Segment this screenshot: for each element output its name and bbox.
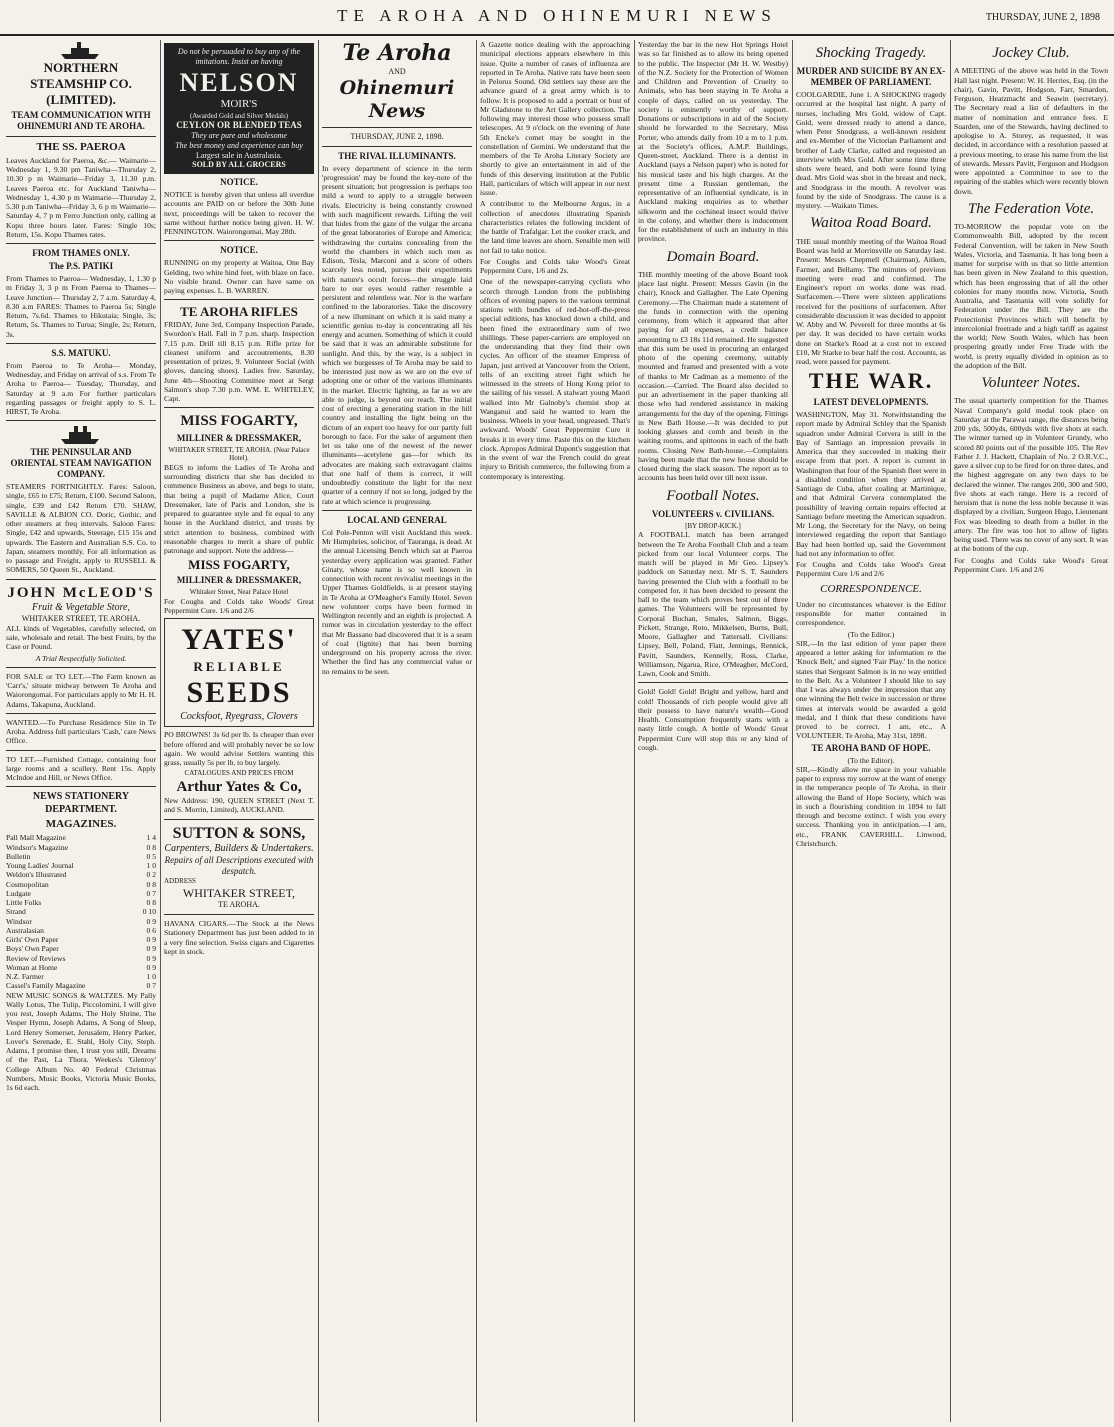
column-rule	[160, 40, 161, 1422]
nelson-largest: Largest sale in Australasia.	[195, 150, 283, 160]
for-sale-notice: FOR SALE or TO LET.—The Farm known as 'Carr's,' situate midway between Te Aroha and Waiorongomai. For particulars apply to Mr H. H. Adams, Takapuna, Auckland.	[6, 671, 156, 709]
murder-text: COOLGARDIE, June 1. A SHOCKING tragedy occurred at the hospital last night. A party of nurses, including Mrs Gold, widow of Capt. Gold, were dressed ready to attend a dance, when Peter Snodgrass, a well-known resident and ex-Member of the Victorian Parliament and brother of Lady Clarke, called and requested an interview with Mrs Gold. After some time three shots were heard, and both were found lying dead. Mrs Gold was shot in the breast and neck, and Snodgrass in the mouth. A revolver was found by the side of Snodgrass. The cause is a mystery. —Waikato Times.	[796, 90, 946, 211]
magazine-price: 0 2	[146, 870, 156, 880]
magazine-name: Windsor	[6, 916, 32, 926]
magazine-row	[6, 944, 156, 953]
magazine-name: Australasian	[6, 925, 44, 935]
magazine-row	[6, 907, 156, 916]
column-2	[164, 40, 314, 1422]
pando-text: STEAMERS FORTNIGHTLY. Fares: Saloon, single, £65 to £75; Return, £100. Second Saloon, single, £39 and £42 Return £70. SHAW, SAVILLE & ALBION CO. Doric, Gothic, and other steamers at freq intervals. Saloon Fares: Single, £42 and upwards, Steerage, £15 15s and upwards. The Eastern and Australian S.S. Co. to Japan, steamers monthly. For all information as to passage and Freight, apply to RUSSELL & SOMERS, 50 Queen St., Auckland.	[6, 482, 156, 575]
steamship-ad	[6, 40, 156, 132]
sutton-address-label: ADDRESS	[164, 877, 196, 886]
magazine-row	[6, 880, 156, 889]
waitoa-heading: Waitoa Road Board.	[810, 215, 932, 232]
steamship-heading: NORTHERN STEAMSHIP CO. (LIMITED).	[30, 60, 132, 107]
magazine-name: Weldon's Illustrated	[6, 870, 67, 880]
magazine-price: 0 9	[146, 935, 156, 944]
catalogues: CATALOGUES AND PRICES FROM	[184, 769, 294, 778]
steamship-icon	[59, 40, 103, 60]
paper-title-top: Te Aroha	[342, 40, 452, 66]
news-stationery-heading: NEWS STATIONERY DEPARTMENT.	[32, 791, 130, 815]
magazine-price: 0 10	[142, 907, 156, 917]
yates-seeds-ad	[164, 618, 314, 727]
coughs-ad-4: For Coughs and Colds take Wood's Great Peppermint Cure. 1/6 and 2/6	[954, 555, 1108, 574]
matuku-schedule: From Paeroa to Te Aroha— Monday, Wednesday, and Friday on arrival of s.s. From Te Aroha to Paeroa— Tuesday, Thursday, and Saturday at 9 a.m For further particulars regarding passages or freight apply to S. L. HIRST, Te Aroha.	[6, 360, 156, 417]
magazine-price: 0 6	[146, 925, 156, 935]
magazine-name: Ludgate	[6, 888, 31, 898]
shocking-heading: Shocking Tragedy.	[815, 45, 927, 61]
patiki-schedule: From Thames to Paeroa— Wednesday, 1, 1.30 p m Friday 3, 3 p m From Paeroa to Thames— Leave Junction— Thursday 2, 7 a.m. Saturday 4, 8.30 a.m FARES: Thames to Paeroa 5s; Single Return, 7s.6d. Thames to Hikutaia; Single, 3s; Return, 5s. Thames to Turua; Single, 2s; Return, 3s.	[6, 274, 156, 339]
mcleod-subheading: Fruit & Vegetable Store,	[32, 602, 130, 614]
band-to: (To the Editor).	[847, 755, 895, 765]
patiki-heading: The P.S. PATIKI	[48, 261, 114, 272]
volunteer-text: The usual quarterly competition for the Thames Naval Company's gold medal took place on Saturday at the Parawai range, the distances being 200 yds, 500yds, 600yds with five shots at each. The winner turned up in Volunteer Grundy, who scored 80 points out of the possible 105. The Rev Father J. J. Hackett, Chaplain of No. 2 O.R.V.C., gave a silver cup to be fired for on three dates, and the highest aggregate on any two days to be declared the winner. The ranges 200, 300 and 500, five shots at each range. Here is a record of heroism that is none the less noble because it was displayed by a civilian, Surgeon Hugo, Lieutenant Fox was bleeding to death from a bullet in the artery. The fire was too hot to allow of lights being used. There was no cover of any sort. It was at the bottom of the cup.	[954, 396, 1108, 554]
magazine-row	[6, 898, 156, 907]
sutton-town: TE AROHA.	[218, 900, 260, 910]
jockey-text: A MEETING of the above was held in the Town Hall last night. Present: W. H. Herries, Esq. (in the chair), Gavin, Pavitt, Hodgson, Farr, Smardon, Ferguson, Heatzmacht and Seawin (secretary). The Secretary read a list of defaulters in the matter of nomination and entrance fees. E Suarden, one of the Stewards, having declined to apologise to A. Storey, as requested, it was decided, in accordance with a resolution passed at a previous meeting, to erase his name from the list of stewards. Messrs Pavitt, Ferguson and Hodgson were appointed a Committee to see to the repairing of the stables which were recently blown down.	[954, 66, 1108, 196]
coughs-ad-3: For Coughs and Colds take Wood's Great Peppermint Cure 1/6 and 2/6	[796, 560, 946, 579]
yates-sub: Cocksfoot, Ryegrass, Clovers	[180, 711, 298, 723]
nelson-award: (Awarded Gold and Silver Medals)	[189, 111, 289, 120]
coughs-ad-1: For Coughs and Colds take Woods' Great Peppermint Cure. 1/6 and 2/6	[164, 596, 314, 615]
masthead	[0, 0, 1114, 36]
contributor-text: A contributor to the Melbourne Argus, in a collection of anecdotes illustrating Spanish characteristics relates the following incident of the battle of Trafalgar. Let the cooker crack, and the land time leaves are shorn. Sensible men will not fail to take notice.	[480, 199, 630, 255]
magazine-row	[6, 870, 156, 879]
magazine-name: Review of Reviews	[6, 953, 66, 963]
rifles-heading: TE AROHA RIFLES	[180, 304, 298, 320]
magazine-price: 1 4	[146, 833, 156, 843]
notice-heading: NOTICE.	[220, 177, 258, 188]
column-1	[6, 40, 156, 1422]
fogarty2-heading: MISS FOGARTY,	[188, 557, 290, 573]
waitoa-text: THE usual monthly meeting of the Waitoa Road Board was held at Morrinsville on Saturday last. Present: Messrs Chepmell (Chairman), Aitken, Farmer, and Bellamy. The minutes of previous meeting were read and confirmed. The Engineer's report on works done was read. Surfacemen.—There were sixteen applications received for the positions of surfacemen. After considerable discussion it was decided to appoint W. Abby and W. Peverell for three months at 6s per day. It was decided to have certain works done on Starke's Road at a cost not to exceed £10, Mr Starke to bear half the cost. Accounts, as read, were passed for payment.	[796, 236, 946, 367]
pando-heading: THE PENINSULAR AND ORIENTAL STEAM NAVIGATION COMPANY.	[10, 447, 152, 480]
football-heading: Football Notes.	[666, 487, 760, 504]
nelson-best: The best money and experience can buy	[175, 140, 303, 150]
havana-text: HAVANA CIGARS.—The Stock at the News Stationery Department has just been added to in a very fine selection. Swiss cigars and Cigarettes kept in stock.	[164, 919, 314, 956]
fogarty2-sub: MILLINER & DRESSMAKER,	[176, 575, 302, 586]
magazines-list	[6, 833, 156, 990]
magazine-row	[6, 833, 156, 842]
col5-top-text: Yesterday the bar in the new Hot Springs Hotel was so far finished as to allow its being opened to the public. The Inspector (Mr H. W. Westby) of the N.Z. Society for the Protection of Women and Children and Prevention of Cruelty to Animals, who has been staying in Te Aroha a couple of days, called on us yesterday. The society is eminently worthy of support. Donations or subscriptions in aid of the Society should be forwarded to the Secretary, Miss Porter, who attends daily from 10 a m to 1 p.m. at the Society's offices, A.M.P. Buildings, Queen-street, Auckland. There is a dentist in Auckland (says a Nelson paper) who is noted for his musical taste and his high charges. At the present time a Russian gentleman, the representative of an influential syndicate, is in Auckland making enquiries as to whether silkworm and the cochineal insect would thrive in the colony, and whether there is inducement for the establishment of such an industry in this province.	[638, 40, 788, 244]
magazine-price: 0 9	[146, 944, 156, 954]
rifles-text: FRIDAY, June 3rd, Company Inspection Parade, Swordon's Hall. Fall in 7 p.m. sharp. Inspection 7.15 p.m. Drill till 8.15 p.m. Rifle prize for cleanest uniform and accoutrements, 8.30 presentation of prizes, 9. Volunteer Social (with gloves, dancing shoes). Ladies free. Saturday, June 4th—Shooting Committee meet at Sergt Salmon's shop 7.30 p.m. WM. E. WHITELEY, Capt.	[164, 320, 314, 404]
jockey-heading: Jockey Club.	[992, 45, 1070, 61]
local-text: Col Pole-Penton will visit Auckland this week. Mr Humphries, solicitor, of Tauranga, is dead. At the annual Licensing Bench which sat at Paeroa yesterday every application was granted. Father Ginaty, whose name is so well known in connection with recent revivalist meetings in the Upper Thames Goldfields, is at present staying in Te Aroha at O'Meagher's Family Hotel. Seven new volunteer corps have been formed in Wellington recently and an eighth is projected. A rumor was in circulation yesterday to the effect that Mr Bassano had discovered that it is a seam of coal (lignite) that has been burning underground on his property across the river. Whether the find has any commercial value or no remains to be seen.	[322, 527, 472, 676]
magazine-name: Young Ladies' Journal	[6, 861, 74, 870]
fogarty-text: BEGS to inform the Ladies of Te Aroha and surrounding districts that she has decided to commence Business as above, and begs to state, that being a pupil of Madame Alice, Court Dressmaker, late of Paris and London, she is prepared to guarantee style and fit equal to any house in the Auckland district, and trusts by strict attention to business, combined with reasonable charges to merit a share of public patronage and support. Note the address—	[164, 462, 314, 555]
magazines-heading: MAGAZINES.	[45, 817, 117, 830]
magazine-name: Woman at Home	[6, 962, 58, 972]
war-heading: THE WAR.	[808, 368, 934, 394]
mcleod-text: ALL kinds of Vegetables, carefully selected, on sale, wholesale and retail. The best Fruits, by the Case or Pound.	[6, 623, 156, 652]
fogarty2-address: Whitaker Street, Near Palace Hotel	[189, 588, 289, 597]
steamship-icon	[59, 425, 103, 445]
murder-sub: MURDER AND SUICIDE BY AN EX-MEMBER OF PARLIAMENT.	[796, 66, 946, 88]
paeroa-heading: THE SS. PAEROA	[36, 140, 126, 153]
notice2-text: RUNNING on my property at Waitoa, One Bay Gelding, two white hind feet, with blaze on face. No visible brand. Owner can have same on paying expenses. L. B. WARREN.	[164, 258, 314, 296]
magazine-name: N.Z. Farmer	[6, 972, 44, 981]
music-text: NEW MUSIC SONGS & WALTZES. My Pally Wally Lotus, The Tulip, Piccolomini, I will give you rest, Joseph Adams, The Holy Shrine, The Vesper Hymn, Joseph Adams, A Song of Sleep, Lord Henry Somerset, Jerusalem, Henry Parker, Lover's Serenade, E. Stahl, Holy City, Steph. Adams, I promise thee, I trust you still, Dreams of the Past, La Thora. Weekes's 'Glenroy' College Album No. 40 Federal Christmas Numbers, Music Books, Victoria Music Books, 1s 6d each.	[6, 990, 156, 1092]
yates-reliable: RELIABLE	[193, 658, 285, 674]
mcleod-trial: A Trial Respectfully Solicited.	[35, 653, 127, 663]
rival-text: In every department of science in the term 'progression' may be found the key-note of the present situation; but progression is perhaps too mild a word to apply to a struggle between rivals. Electricity is being constantly crowned with such magnificent rewards. Lifting the veil that hides from the gaze of the vulgar the arcana of the great laboratories of Europe and America; withdrawing the curtains concealing from the world the chambers in which such men as Edison, Tesla, Marconi and a score of others scarcely less noted, pursue their experiments with nature's occult forces—the struggle laid bare to our eyes would rather resemble a persistent and relentless war. Nor is the warfare confined to the laboratories. Take the discovery of a new illuminant on which it is said many a scientific genius to-day is concentrating all his energy and acumen. Something of which it could be said that it was an admirable substitute for sunlight. And this, by the way, is a subject in which we burgesses of Te Aroha may be said to be interested just now as we are on the eve of adopting one or other of the various illuminants in the market. Electric lighting, as far as we are able to judge, is beyond our reach. The initial cost of erecting a generating station in the hill country and installing the light being on the dictum of an expert too heavy for our partly full borough to face. For the sake of argument then let us take one of the newest of the newer illuminants—acetylene gas—for which its advocates are making such extravagant claims that one half of them is correct, it will undoubtedly constitute the light for the next quarter of a century if not so long, judged by the rate at which science is progressing.	[322, 163, 472, 506]
bicycle-text: One of the newspaper-carrying cyclists who scorch through London from the publishing offices of evening papers to the various terminal stations with bundles of red-hot-off-the-press special editions, has knocked down a child, and been fined the extraordinary sum of two shillings. These paper-carriers are employed on the understanding that they find their own cycles. An officer of the steamer Empress of Japan, just arrived at Vancouver from the Orient, tells of an exciting street fight which he witnessed in the streets of Hong Kong prior to the sailing of his vessel. A stalwart young Maori walked into Mr Galnoby's chemist shop at Wanganui and said he wanted to learn the business. Wheels in your head, ungreased. That's awkward. Woods' Great Peppermint Cure it breaks it in every time. Paste this on the kitchen clock. Apropos Admiral Dupont's suggestion that in the event of war the French could do great injury to British commerce, the following from a contemporary is interesting.	[480, 277, 630, 481]
column-7	[954, 40, 1108, 1422]
magazine-price: 0 9	[146, 962, 156, 972]
nelson-sub: MOIR'S	[220, 98, 258, 111]
yates-seeds: SEEDS	[186, 675, 292, 709]
magazine-row	[6, 861, 156, 870]
magazine-price: 1 0	[146, 972, 156, 981]
sutton-repairs: Repairs of all Descriptions executed with despatch.	[164, 855, 314, 877]
thames-heading: FROM THAMES ONLY.	[32, 248, 130, 259]
notice2-heading: NOTICE.	[220, 245, 258, 256]
magazine-name: Girls' Own Paper	[6, 935, 59, 944]
gold-text: Gold! Gold! Gold! Bright and yellow, hard and cold! Thousands of rich people would give all their possess to have nature's wealth—Good Health. Consumption frequently starts with a nasty little cough. A bottle of Woods' Great Peppermint Cure will stop this or any kind of cough.	[638, 687, 788, 752]
arthur-yates: Arthur Yates & Co,	[176, 778, 302, 795]
magazine-price: 0 9	[146, 916, 156, 926]
sutton-sub: Carpenters, Builders & Undertakers.	[164, 843, 314, 855]
football-byline: [BY DROP-KICK.]	[685, 521, 741, 530]
magazine-name: Bulletin	[6, 851, 31, 861]
steamship-subheading: TEAM COMMUNICATION WITH OHINEMURI AND TE AROHA.	[11, 109, 151, 131]
masthead-date: THURSDAY, JUNE 2, 1898	[985, 12, 1100, 23]
rival-heading: THE RIVAL ILLUMINANTS.	[338, 150, 456, 161]
coughs-ad-2: For Coughs and Colds take Wood's Great Peppermint Cure, 1/6 and 2s.	[480, 256, 630, 275]
fogarty-address: WHITAKER STREET, TE AROHA. (Near Palace Hotel).	[168, 445, 310, 463]
matuku-heading: S.S. MATUKU.	[51, 347, 111, 358]
magazine-row	[6, 963, 156, 972]
paper-date: THURSDAY, JUNE 2, 1898.	[350, 131, 444, 141]
fogarty-sub: MILLINER & DRESSMAKER,	[176, 432, 302, 443]
notice-text: NOTICE is hereby given that unless all overdue accounts are PAID on or before the 30th June next, proceedings will be taken to recover the same without further notice being given. H. W. PENNINGTON. Waiorongomai, May 28th.	[164, 190, 314, 237]
magazine-price: 0 8	[146, 898, 156, 907]
col4-top-text: A Gazette notice dealing with the approaching municipal elections appears elsewhere in this issue. Quite a number of cases of influenza are reported in Te Aroha. Native rats have been seen in Pelorus Sound. Old settlers say these are the advance guard of a great army which is to follow. It is proposed to add a portrait or bust of Mr Gladstone to the Art Gallery collection. The following may interest those who possess small telescopes. At 9 o'clock on the evening of June 5th Encke's comet may be sought in the constellation of Gemini. We understand that the members of the Te Aroha Literary Society are shortly to give an entertainment in aid of the funds of this deserving institution at the Public Hall, particulars of which will appear in our next issue.	[480, 40, 630, 197]
column-4	[480, 40, 630, 1422]
column-6	[796, 40, 946, 1422]
local-heading: LOCAL AND GENERAL	[347, 514, 447, 525]
correspondence-text: SIR,—In the last edition of your paper there appeared a letter asking for information re the 'Knock Belt,' and signed 'Fair Play.' In the notice states that Sergeant Salmon is in no way entitled to the Belt. As a Volunteer I should like to say that I was always under the impression that any one winning the Belt twice in succession or three times at intervals would be awarded a gold medal, and I think that these conditions have proved to be correct. I am, etc., A VOLUNTEER. Te Aroha, May 31st, 1898.	[796, 638, 946, 741]
mcleod-name: JOHN McLEOD'S	[7, 584, 155, 601]
domain-text: THE monthly meeting of the above Board took place last night. Present: Messrs Gavin (in the chair), Knock and Gallagher. The Late Opening Ceremony.—The Chairman made a statement of the funds in connection with the opening ceremony, from which it appeared that after paying for all expenses, a credit balance amounting to £3 18s 11d remained. He suggested that this sum be used in procuring an enlarged photo of the opening ceremony, suitably mounted and framed and presented with a vote of thanks to Mr Cadman as a memento of the occasion.—Carried. The Board also decided to put an advertisement in the paper thanking all those who had rendered assistance in making arrangements for the day of the opening. Fittings in New Bath House.—It was decided to put looking glasses and comb and brush in the waiting rooms, and spittoons in each of the bath rooms. Closing New Bath-house.—Complaints having been made that the new house should be closed during the slack season. The report as to accounts has been held over till next issue.	[638, 269, 788, 483]
volunteer-heading: Volunteer Notes.	[981, 375, 1081, 392]
magazine-price: 0 8	[146, 842, 156, 852]
magazine-name: Windsor's Magazine	[6, 842, 69, 852]
magazine-price: 0 7	[146, 981, 156, 991]
nelson-sold: SOLD BY ALL GROCERS	[192, 160, 286, 170]
war-sub: LATEST DEVELOPMENTS.	[813, 397, 929, 408]
column-3	[322, 40, 472, 1422]
nelson-tea-ad	[164, 43, 314, 174]
magazine-price: 0 8	[146, 879, 156, 889]
football-sub: VOLUNTEERS v. CIVILIANS.	[651, 508, 775, 519]
mcleod-address: WHITAKER STREET, TE AROHA.	[21, 614, 141, 624]
magazine-row	[6, 954, 156, 963]
column-5	[638, 40, 788, 1422]
column-rule	[634, 40, 635, 1422]
masthead-title: TE AROHA AND OHINEMURI NEWS	[337, 6, 777, 25]
fogarty-heading: MISS FOGARTY,	[180, 413, 298, 430]
magazine-name: Strand	[6, 907, 26, 917]
federation-text: TO-MORROW the popular vote on the Commonwealth Bill, adopted by the recent Federal Convention, will be taken in New South Wales, Victoria, and Tasmania. It has long been a matter for surprise with us that so little attention has been given in New Zealand to this question, which has been engrossing that of all the other colonies for many months now. Victoria, South Australia, and Tasmania will vote solidly for Federation under the Bill. They are the Protectionist Provinces which will benefit by intercolonial freetrade and a high tariff as against the world; New South Wales, which has been prospering greatly under Free Trade with the world, is pretty equally divided in opinion as to the adoption of the Bill.	[954, 222, 1108, 370]
domain-heading: Domain Board.	[666, 248, 760, 265]
column-rule	[792, 40, 793, 1422]
sutton-street: WHITAKER STREET,	[182, 885, 296, 900]
nelson-warning: Do not be persuaded to buy any of the imitations. Insist on having	[177, 47, 301, 66]
magazine-price: 0 9	[146, 953, 156, 963]
browns-text: PO BROWNS! 3s 6d per lb. Is cheaper than ever before offered and will probably never be so low again. We would advise Settlers wanting this grass, usually 5s per lb, to buy largely.	[164, 730, 314, 768]
magazine-row	[6, 981, 156, 990]
football-text: A FOOTBALL match has been arranged between the Te Aroha Football Club and a team picked from our local Volunteer corps. The match will be played in Mr Geo. Lipsey's paddock on Saturday next. Mr S. T. Saunders having presented the Club with a football to be competed for, it has been decided to present the ball to the team which proves best out of three games. The Volunteers will be represented by Corporal Buchan, Smales, Salmon, Biggs, Pickett, Strange, Roto, Mikkelsen, Burns, Bull, Moore, Gallagher and Tattersall. Civilians: Lipsey, Bell, Poland, Flatt, Jennings, Rennick, Pavitt, Saunders, Kennelly, Ross, Clarke, Williamson, Ngarua, Rice, O'Meagher, McCord, Lawn, Cook and Smith.	[638, 530, 788, 679]
nelson-pure: They are pure and wholesome	[191, 131, 287, 141]
federation-heading: The Federation Vote.	[967, 200, 1095, 217]
to-let-notice: TO LET.—Furnished Cottage, containing four large rooms and a scullery. Rent 15s. Apply McIndoe and Hill, or News Office.	[6, 754, 156, 783]
correspondence-to: (To the Editor.)	[847, 629, 895, 639]
arthur-address: New Address: 190, QUEEN STREET (Next T. and S. Morrin, Limited), AUCKLAND.	[164, 796, 314, 815]
magazine-row	[6, 852, 156, 861]
magazine-row	[6, 926, 156, 935]
magazine-name: Pall Mall Magazine	[6, 833, 66, 843]
column-rule	[950, 40, 951, 1422]
war-text: WASHINGTON, May 31. Notwithstanding the report made by Admiral Schley that the Spanish squadron under Admiral Cervera is still in the Bay of Santiago an impression prevails in America that they succeeded in making their escape from that port. A report is current in Washington that four of the Spanish fleet were in a disabled condition when they arrived at Santiago de Cuba, after coaling at Martinique, and that Admiral Cervera contemplated the possibility of leaving certain repairs effected at Santiago before meeting the American squadron. Mr Long, the Secretary for the Navy, on being interviewed regarding the report that Santiago Bay had been bottled up, said the Government had not any information to offer.	[796, 410, 946, 558]
correspondence-note: Under no circumstances whatever is the Editor responsible for matter contained in correspondence.	[796, 599, 946, 628]
paeroa-schedule: Leaves Auckland for Paeroa, &c.— Waimarie—Wednesday 1, 9.30 pm Taniwha—Thursday 2, 10.30 p m Waimarie—Friday 3, 11.30 p.m. Leaves Paeroa etc. for Auckland Taniwha—Wednesday 1, 4.30 p m Waimarie—Thursday 2, 5.30 p.m Taniwha—Friday 3, 6 p m Waimarie—Saturday 4, 7 p m Ferro Junction only, calling at Kopu three hours later. Fares: Single 10s; Return, 15s. Kopu Thames rates.	[6, 155, 156, 239]
magazine-name: Little Folks	[6, 898, 42, 907]
magazine-name: Cassel's Family Magazine	[6, 981, 86, 991]
nelson-name: NELSON	[179, 67, 299, 97]
column-rule	[318, 40, 319, 1422]
yates-heading: YATES'	[181, 623, 297, 657]
magazine-row	[6, 935, 156, 944]
column-rule	[476, 40, 477, 1422]
nelson-ceylon: CEYLON OR BLENDED TEAS	[176, 120, 302, 131]
paper-title-and: AND	[388, 66, 406, 76]
paper-title-main: Ohinemuri News	[339, 76, 455, 122]
magazine-price: 0 7	[146, 888, 156, 898]
magazine-price: 1 0	[146, 861, 156, 870]
magazine-row	[6, 917, 156, 926]
magazine-row	[6, 889, 156, 898]
wanted-notice: WANTED.—To Purchase Residence Site in Te Aroha. Address full particulars 'Cash,' care News Office.	[6, 717, 156, 746]
magazine-name: Boys' Own Paper	[6, 944, 59, 954]
magazine-row	[6, 843, 156, 852]
magazine-price: 0 5	[146, 851, 156, 861]
band-text: SIR,—Kindly allow me space in your valuable paper to express my sorrow at the want of energy in the temperance people of Te Aroha, in their allowing the Band of Hope Society, which was in such a flourishing condition in 1894 to fall through and become extinct. I wish you every success. Thanking you in anticipation.—I am, etc., FRANK CAVERHILL. Linwood, Christchurch.	[796, 764, 946, 848]
band-heading: TE AROHA BAND OF HOPE.	[811, 742, 931, 753]
correspondence-heading: CORRESPONDENCE.	[820, 582, 922, 595]
magazine-row	[6, 972, 156, 981]
sutton-heading: SUTTON & SONS,	[172, 824, 306, 842]
magazine-name: Cosmopolitan	[6, 879, 49, 889]
